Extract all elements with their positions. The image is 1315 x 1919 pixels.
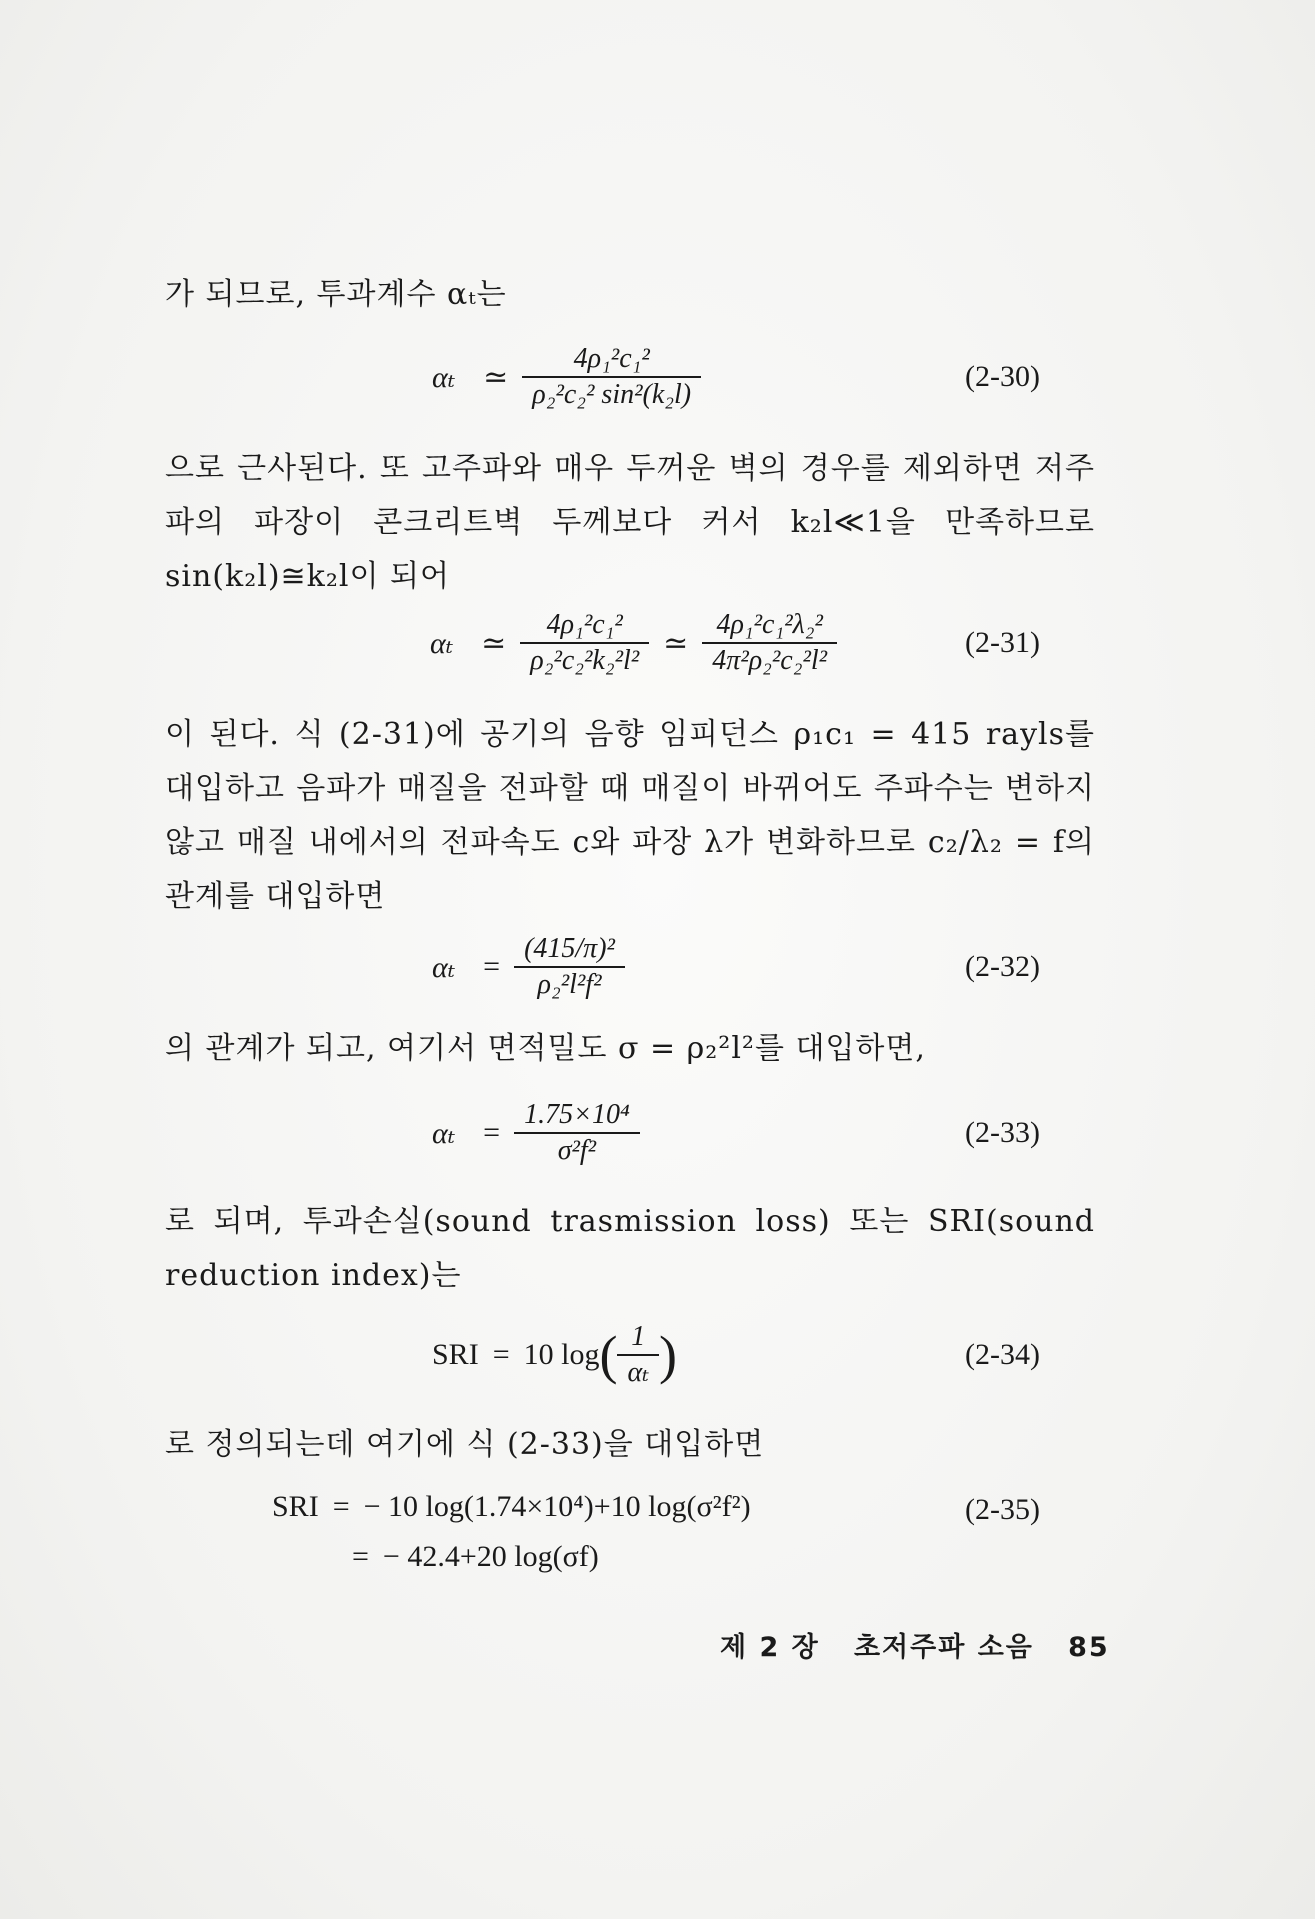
equation-label-2-35: (2-35) [965, 1493, 1040, 1526]
eq-operator: = [492, 1338, 510, 1371]
eq-rhs: − 10 log(1.74×10⁴)+10 log(σ²f²) [363, 1490, 751, 1523]
eq-numerator: 1 [631, 1321, 646, 1352]
left-paren: ( [599, 1325, 618, 1385]
equation-2-35-line-2 [338, 1540, 599, 1574]
eq-fraction [522, 342, 701, 412]
paragraph-1: 가 되므로, 투과계수 αₜ는 [165, 277, 507, 312]
eq-operator: = [332, 1490, 350, 1523]
eq-lhs: SRI [272, 1490, 319, 1523]
eq-operator: = [352, 1540, 369, 1573]
eq-denominator: ρ₂²c₂²k₂²l² [530, 645, 640, 676]
page-footer [720, 1625, 1110, 1664]
eq-rhs: − 42.4+20 log(σf) [382, 1540, 599, 1573]
eq-denominator: 4π²ρ₂²c₂²l² [712, 645, 828, 676]
footer-chapter: 제 2 장 [720, 1632, 820, 1663]
footer-title: 초저주파 소음 [853, 1632, 1034, 1663]
eq-operator: ≃ [481, 626, 507, 660]
eq-denominator: αₜ [627, 1357, 650, 1388]
equation-label-2-34: (2-34) [965, 1338, 1040, 1371]
paragraph-6: 로 정의되는데 여기에 식 (2-33)을 대입하면 [165, 1427, 765, 1462]
eq-denominator: σ²f² [557, 1135, 597, 1166]
equation-2-32 [432, 932, 625, 1002]
paragraph-3: 이 된다. 식 (2-31)에 공기의 음향 임피던스 ρ₁c₁ = 415 rayls를 대입하고 음파가 매질을 전파할 때 매질이 바뀌어도 주파수는 변하지 않고 매질 내에서의 전파속도 c와 파장 λ가 변화하므로 c₂/λ₂ = f의 관계를 대입하면 [165, 717, 1095, 914]
eq-operator: ≃ [483, 360, 509, 394]
eq-fraction-1 [520, 608, 649, 678]
paragraph-2: 으로 근사된다. 또 고주파와 매우 두꺼운 벽의 경우를 제외하면 저주파의 파장이 콘크리트벽 두께보다 커서 k₂l≪1을 만족하므로 sin(k₂l)≅k₂l이 되어 [165, 451, 1095, 594]
equation-2-35-line-1 [272, 1490, 751, 1524]
equation-label-2-30: (2-30) [965, 360, 1040, 393]
eq-fraction-2 [702, 608, 837, 678]
eq-operator: ≃ [663, 626, 689, 660]
eq-lhs: αₜ [430, 626, 454, 660]
eq-operator: = [483, 950, 501, 983]
eq-fraction [514, 1098, 640, 1168]
eq-numerator: 1.75×10⁴ [524, 1099, 630, 1130]
eq-numerator: 4ρ₁²c₁² [573, 343, 650, 374]
equation-label-2-33: (2-33) [965, 1116, 1040, 1149]
equation-2-33 [432, 1098, 640, 1168]
paragraph-5: 로 되며, 투과손실(sound trasmission loss) 또는 SRI(sound reduction index)는 [165, 1204, 1095, 1293]
eq-operator: = [483, 1116, 501, 1149]
eq-numerator: 4ρ₁²c₁²λ₂² [716, 609, 823, 640]
eq-denominator: ρ₂²c₂² sin²(k₂l) [532, 379, 692, 410]
eq-fraction [514, 932, 625, 1002]
eq-lhs: αₜ [432, 1116, 456, 1150]
equation-2-34 [432, 1320, 677, 1390]
page-number: 85 [1068, 1632, 1110, 1663]
equation-2-31 [430, 608, 837, 678]
equation-2-30 [432, 342, 701, 412]
right-paren: ) [659, 1325, 678, 1385]
equation-label-2-31: (2-31) [965, 626, 1040, 659]
eq-lhs: αₜ [432, 950, 456, 984]
eq-fraction [617, 1320, 659, 1390]
eq-lhs: αₜ [432, 360, 456, 394]
eq-log: 10 log [523, 1338, 600, 1371]
eq-numerator: (415/π)² [524, 933, 615, 964]
eq-numerator: 4ρ₁²c₁² [546, 609, 623, 640]
eq-denominator: ρ₂²l²f² [537, 969, 602, 1000]
equation-label-2-32: (2-32) [965, 950, 1040, 983]
paragraph-4: 의 관계가 되고, 여기서 면적밀도 σ = ρ₂²l²를 대입하면, [165, 1031, 926, 1066]
eq-lhs: SRI [432, 1338, 479, 1371]
